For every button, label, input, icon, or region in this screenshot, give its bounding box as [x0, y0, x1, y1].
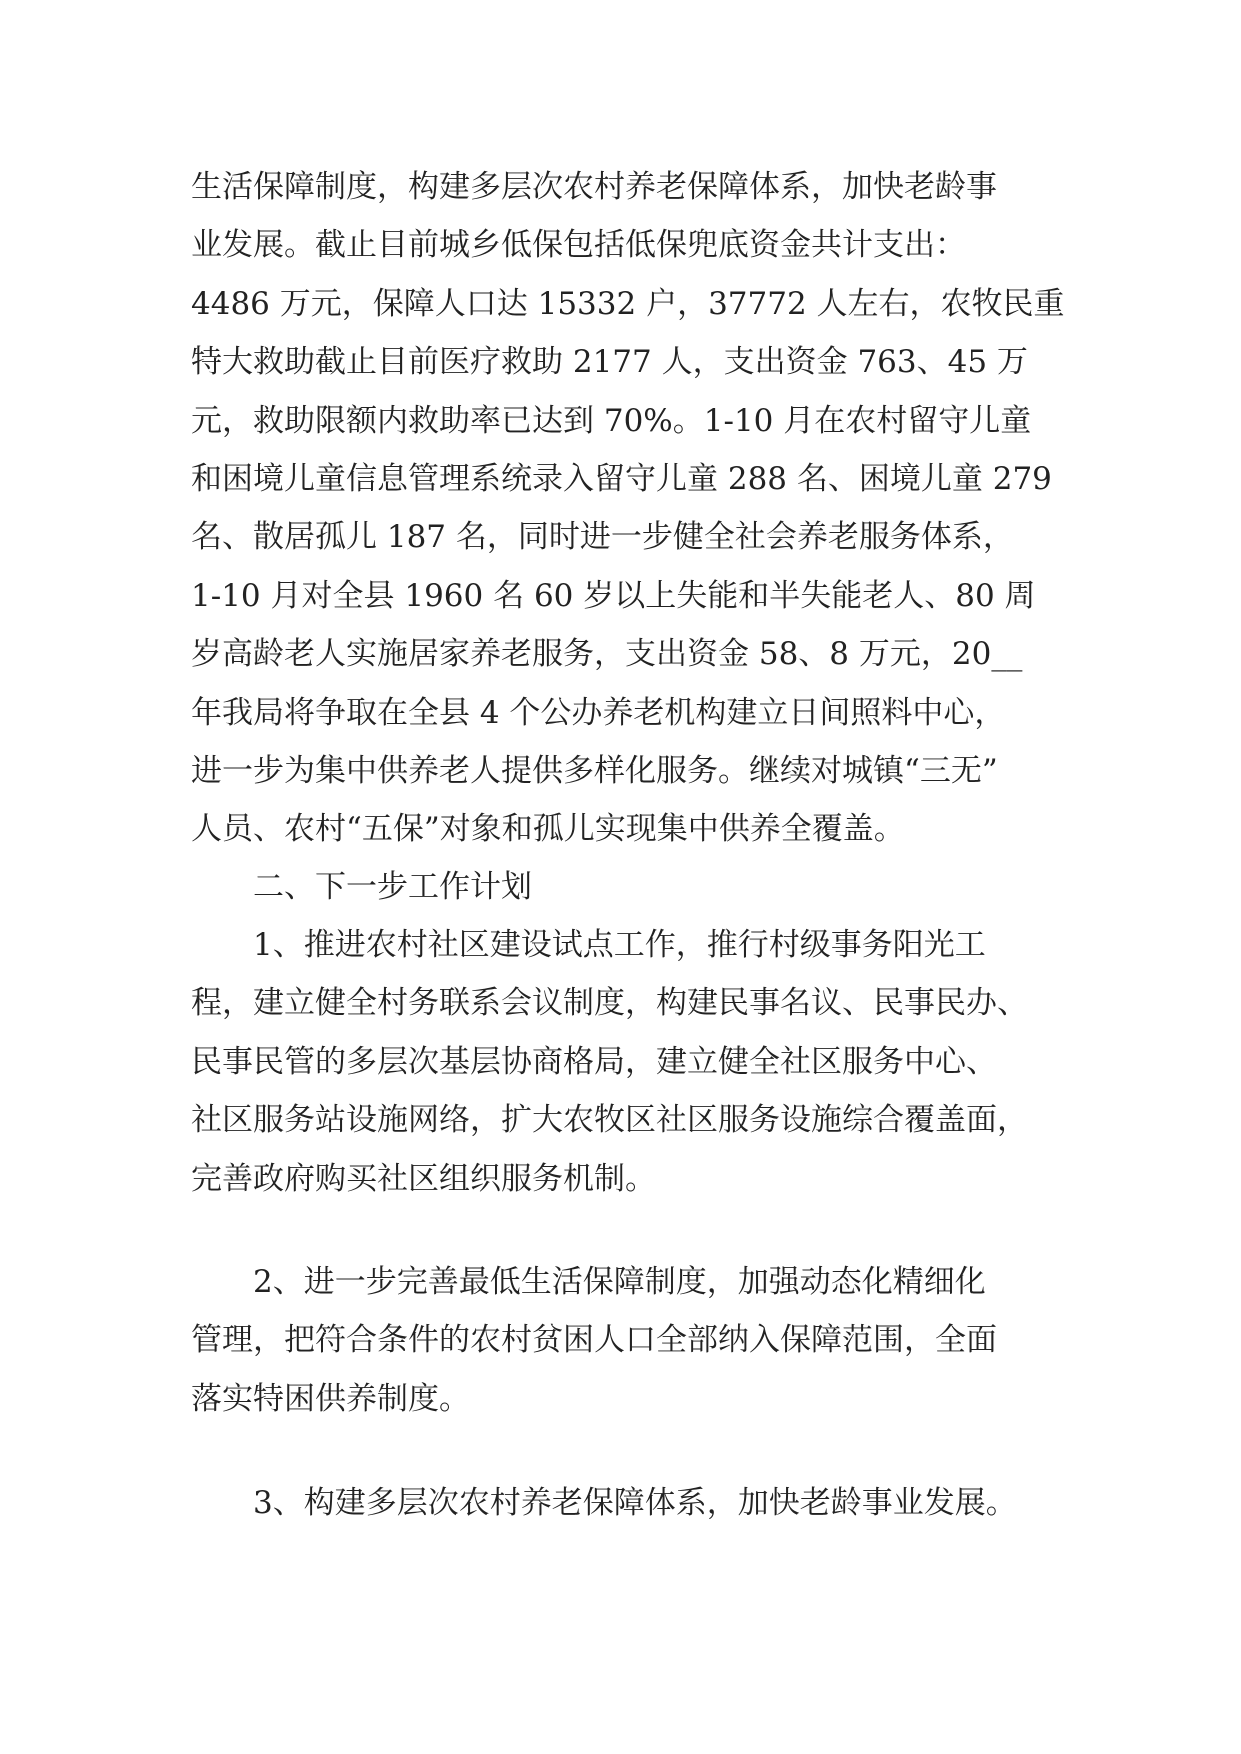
- paragraph-line: 社区服务站设施网络，扩大农牧区社区服务设施综合覆盖面，: [191, 1102, 1028, 1139]
- paragraph-line: 特大救助截止目前医疗救助 2177 人，支出资金 763、45 万: [191, 344, 1028, 381]
- paragraph-line: 完善政府购买社区组织服务机制。: [191, 1160, 656, 1197]
- paragraph-line: 元，救助限额内救助率已达到 70%。1-10 月在农村留守儿童: [191, 402, 1032, 439]
- paragraph-line: 管理，把符合条件的农村贫困人口全部纳入保障范围，全面: [191, 1322, 997, 1359]
- paragraph-line: 2、进一步完善最低生活保障制度，加强动态化精细化: [253, 1264, 986, 1300]
- paragraph-line: 年我局将争取在全县 4 个公办养老机构建立日间照料中心，: [191, 694, 1006, 731]
- plan-item-1: [191, 916, 1071, 1208]
- paragraph-line: 进一步为集中供养老人提供多样化服务。继续对城镇“三无”: [191, 753, 998, 790]
- paragraph-line: 1-10 月对全县 1960 名 60 岁以上失能和半失能老人、80 周: [191, 577, 1036, 614]
- paragraph-line: 程，建立健全村务联系会议制度，构建民事名议、民事民办、: [191, 985, 1028, 1022]
- paragraph-line: 和困境儿童信息管理系统录入留守儿童 288 名、困境儿童 279: [191, 461, 1052, 498]
- paragraph-line: 落实特困供养制度。: [191, 1380, 470, 1417]
- paragraph-line: 4486 万元，保障人口达 15332 户，37772 人左右，农牧民重: [191, 285, 1065, 322]
- plan-item-2: [191, 1253, 1071, 1428]
- intro-paragraph: [191, 158, 1071, 859]
- section-heading: 二、下一步工作计划: [253, 869, 532, 905]
- paragraph-line: 名、散居孤儿 187 名，同时进一步健全社会养老服务体系，: [191, 519, 1014, 556]
- paragraph-line: 1、推进农村社区建设试点工作，推行村级事务阳光工: [253, 927, 986, 963]
- paragraph-line: 生活保障制度，构建多层次农村养老保障体系，加快老龄事: [191, 169, 997, 205]
- paragraph-line: 业发展。截止目前城乡低保包括低保兜底资金共计支出：: [191, 227, 966, 264]
- paragraph-line: 岁高龄老人实施居家养老服务，支出资金 58、8 万元，20__: [191, 636, 1023, 673]
- paragraph-line: 3、构建多层次农村养老保障体系，加快老龄事业发展。: [253, 1485, 1017, 1521]
- plan-item-3: [191, 1474, 1071, 1532]
- paragraph-line: 民事民管的多层次基层协商格局，建立健全社区服务中心、: [191, 1043, 997, 1080]
- paragraph-line: 人员、农村“五保”对象和孤儿实现集中供养全覆盖。: [191, 811, 905, 848]
